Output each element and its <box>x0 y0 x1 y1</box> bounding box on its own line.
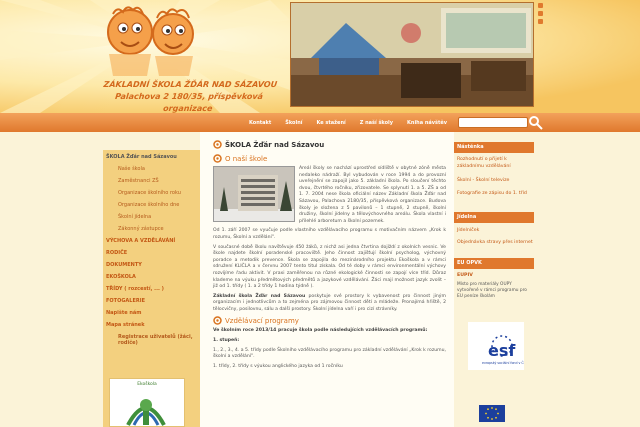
nav-item-ke-stazeni[interactable]: Ke stažení <box>316 119 346 126</box>
sidebar-item-rodice[interactable]: RODIČE <box>106 250 128 256</box>
print-link[interactable] <box>538 19 638 24</box>
programs-paragraph-1: 1., 2., 3., 4. a 5. třídy podle Školního vzdělávacího programu pro základní vzdělávání „Krok k rozumu, školní a vzdělání". <box>213 347 446 360</box>
top-utility-icons <box>538 3 638 24</box>
flower-icon <box>213 154 222 163</box>
home-icon <box>538 3 543 8</box>
school-name: ZÁKLADNÍ ŠKOLA ŽĎÁR NAD SÁZAVOU <box>103 80 278 89</box>
sitemap-link[interactable] <box>538 11 638 16</box>
top-navigation <box>0 113 640 132</box>
nav-item-skolni[interactable]: Školní <box>285 119 303 126</box>
eu-flag-icon <box>479 405 505 422</box>
page-title <box>213 140 446 149</box>
programs-intro: Ve školním roce 2013/14 pracuje škola podle následujících vzdělávacích programů: <box>213 328 428 334</box>
school-address: Palachova 2 180/35, příspěvková organizace <box>114 92 264 113</box>
about-paragraph-4-text: poskytuje své prostory k vybavenost pro činnost jiným organizacím i jednotlivcům a to zejména pro zájmovou činnost dětí a mládeže. Pronajímá hřiště, 2 tělocvičny, posilovnu, sálu a další prostory. Školní jídelna vaří i pro cizí strávníky. <box>213 293 446 312</box>
sidebar-item-skola[interactable]: ŠKOLA Žďár nad Sázavou <box>106 154 177 160</box>
main-content <box>200 132 454 427</box>
about-paragraph-3: V současné době školu navštěvuje 450 žáků, z nichž asi jedna čtvrtina dojíždí z okolních vesnic. Ve škole najdete školní poradenské pracoviště. Jeho činnost zajišťují školní psycholog, výchovný poradce a metodik prevence. Škola se zapojila do mezinárodního projektu Ekoškola a v rámci sdružení KLIČLA a v červnu 2007 tento titul získala. Od té doby v rámci environmentální výchovy rozvíjíme řadu aktivit. V praxi zaměřenou na různé ekologické činnosti se zapojí více tříd. Důraz klademe na výuku předmětových předmětů a jazykové vzdělávání. Žáci mají možnost jazyk zvolit – již od 1. třídy ( 1. a 2 třídy 1 hodina týdně ). <box>213 244 446 290</box>
right-sidebar <box>454 132 640 427</box>
flower-icon <box>213 140 222 149</box>
flower-icon <box>213 316 222 325</box>
esf-subtext: evropský sociální fond v ČR <box>482 361 524 365</box>
sidebar-item-fotogalerie[interactable]: FOTOGALERIE <box>106 298 146 304</box>
sidebar-item-registrace[interactable]: Registrace uživatelů (žáci, rodiče) <box>118 334 193 346</box>
nav-menu <box>249 113 447 132</box>
noticeboard-header: Nástěnka <box>454 142 534 153</box>
notice-link-prijeti[interactable]: Rozhodnutí o přijetí k základnímu vzdělávání <box>457 157 511 169</box>
sidebar-item-zakonny-zastupce[interactable]: Zákonný zástupce <box>118 226 164 232</box>
about-paragraph-2: Od 1. září 2007 se vyučuje podle vlastního vzdělávacího programu s motivačním názvem „Krok k rozumu, Školní a vzdělání". <box>213 228 446 240</box>
sidebar-item-vychova[interactable]: VÝCHOVA A VZDĚLÁVÁNÍ <box>106 238 176 244</box>
ekoskola-logo-icon <box>124 391 168 427</box>
section-heading-programs-text: Vzdělávací programy <box>225 316 299 325</box>
nav-item-kontakt[interactable]: Kontakt <box>249 119 272 126</box>
header-classroom-photo <box>290 2 534 107</box>
sidebar-item-napiste-nam[interactable]: Napište nám <box>106 310 142 316</box>
classroom-photo-image <box>291 3 534 107</box>
ekoskola-label: Ekoškola <box>137 382 157 387</box>
print-icon <box>538 19 543 24</box>
canteen-link-objednavka[interactable]: Objednávka stravy přes internet <box>457 240 533 245</box>
search-input[interactable] <box>458 117 528 128</box>
school-building-image <box>214 167 295 222</box>
sidebar-item-tridy[interactable]: TŘÍDY ( rozcestí, ... ) <box>106 286 164 292</box>
canteen-header: Jídelna <box>454 212 534 223</box>
notice-link-fotografie[interactable]: Fotografie ze zápisu do 1. tříd <box>457 191 527 196</box>
site-header <box>0 0 640 113</box>
about-paragraph-1: Areál školy se nachází uprostřed sídliště v obytné zóně města nedaleko nádraží. Byl vybudován v roce 1994 a do provozní uveřejnění se zapojil jako 5. základní škola. Po sloučení těchto dvou, čtvrtého ročníku, zřizovatele. Se splynutí 1. a 5. ZŠ a od 1. 7. 2004 nese škola oficiální název Základní škola Žďár nad Sázavou, Palachova 2180/35, příspěvková organizace. Budova školy je složena z 5 pavilonů – 1 stupně, 2 stupně, školní družiny, školní jídelny a tělovýchovného areálu. Škola vlastní i přilehlé arboretum a školní pozemek. <box>299 166 446 224</box>
about-paragraph-4 <box>213 294 446 314</box>
sidebar-item-ekoskola[interactable]: EKOŠKOLA <box>106 274 136 280</box>
eu-title[interactable]: EUPIV <box>457 273 473 278</box>
esf-logo-icon <box>468 322 524 370</box>
sidebar-item-zamestnanci[interactable]: Zaměstnanci ZŠ <box>118 178 159 184</box>
notice-link-televize[interactable]: Školní - Školní televize <box>457 178 510 183</box>
sidebar-item-nase-skola[interactable]: Naše škola <box>118 166 145 172</box>
esf-text: esf <box>488 341 516 360</box>
sidebar-item-organizace-roku[interactable]: Organizace školního roku <box>118 190 181 196</box>
school-building-photo <box>213 166 295 222</box>
school-name-block <box>92 79 286 113</box>
sidebar-item-mapa-stranek[interactable]: Mapa stránek <box>106 322 145 328</box>
page-title-text: ŠKOLA Žďár nad Sázavou <box>225 140 325 149</box>
sidebar-item-organizace-dne[interactable]: Organizace školního dne <box>118 202 180 208</box>
section-heading-about <box>213 154 446 163</box>
children-logo <box>95 2 205 80</box>
programs-paragraph-2: 1. třídy, 2. třídy s výukou anglického jazyka od 1 ročníku <box>213 363 343 369</box>
sidebar-item-skolni-jidelna[interactable]: Školní jídelna <box>118 214 152 220</box>
nav-item-z-nasi-skoly[interactable]: Z naší školy <box>359 119 394 126</box>
eu-text: Místo pro materiály OUPY vytvořené v rámci programu pro EU peníze školám <box>457 282 527 299</box>
sidebar-item-dokumenty[interactable]: DOKUMENTY <box>106 262 142 268</box>
section-heading-programs <box>213 316 446 325</box>
search-icon[interactable] <box>528 115 543 130</box>
esf-logo[interactable] <box>468 322 524 370</box>
canteen-link-jidelnicek[interactable]: Jídelníček <box>457 228 480 233</box>
eu-stars <box>479 405 505 422</box>
programs-stage-1: 1. stupeň: <box>213 338 240 344</box>
school-name-bold: Základní škola Žďár nad Sázavou <box>213 293 306 299</box>
nav-item-kniha-navstev[interactable]: Kniha návštěv <box>407 119 448 126</box>
home-link[interactable] <box>538 3 638 8</box>
eu-header: EU OPVK <box>454 258 534 269</box>
section-heading-about-text: O naší škole <box>225 154 268 163</box>
sitemap-icon <box>538 11 543 16</box>
